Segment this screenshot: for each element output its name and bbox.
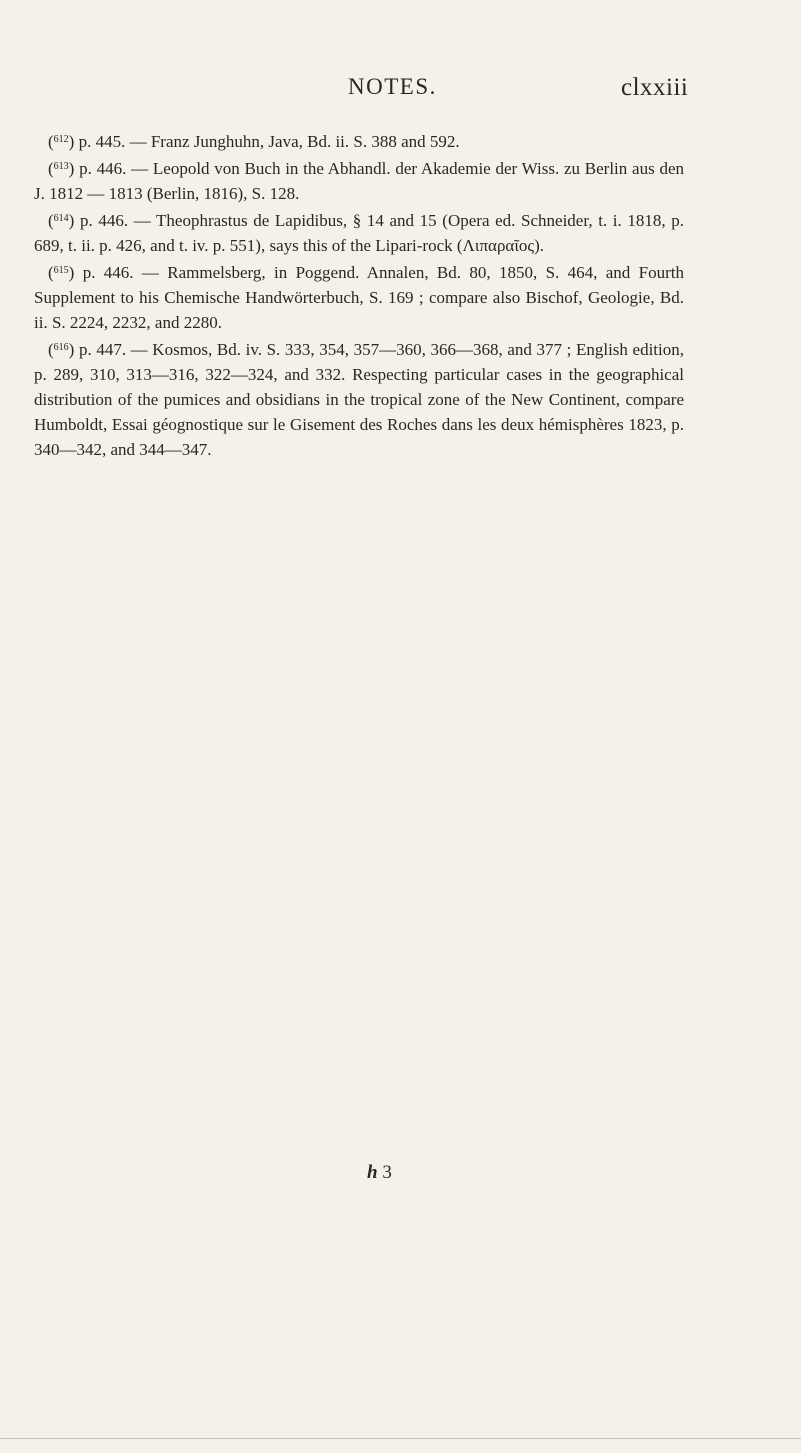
note-label: ($^{612}$) xyxy=(48,132,75,151)
note-label: ($^{615}$) xyxy=(48,263,75,282)
note-616 xyxy=(34,335,684,462)
page-header xyxy=(0,74,801,110)
note-text: p. 446. — Theophrastus de Lapidibus, § 14 and 15 (Opera ed. Schneider, t. i. 1818, p. 689, t. ii. p. 426, and t. iv. p. 551), says this of the Lipari-rock (Λιπαραῖος). xyxy=(34,211,684,255)
note-text: p. 447. — Kosmos, Bd. iv. S. 333, 354, 357—360, 366—368, and 377 ; English edition, p. 289, 310, 313—316, 322—324, and 332. Respecting particular cases in the geographical distribution of the pumices and obsidians in the tropical zone of the New Continent, compare Humboldt, Essai géognostique sur le Gisement des Roches dans les deux hémisphères 1823, p. 340—342, and 344—347. xyxy=(34,340,684,459)
note-number: 615 xyxy=(53,265,69,276)
page-number: clxxiii xyxy=(621,74,689,101)
signature-number: 3 xyxy=(382,1162,392,1183)
note-text: p. 446. — Rammelsberg, in Poggend. Annalen, Bd. 80, 1850, S. 464, and Fourth Supplement to his Chemische Handwörterbuch, S. 169 ; compare also Bischof, Geologie, Bd. ii. S. 2224, 2232, and 2280. xyxy=(34,263,684,332)
note-label: ($^{616}$) xyxy=(48,340,75,359)
note-text: p. 446. — Leopold von Buch in the Abhandl. der Akademie der Wiss. zu Berlin aus den J. 1812 — 1813 (Berlin, 1816), S. 128. xyxy=(34,159,684,203)
note-number: 613 xyxy=(53,161,69,172)
note-label: ($^{614}$) xyxy=(48,211,75,230)
signature-mark xyxy=(367,1162,392,1184)
note-text: p. 445. — Franz Junghuhn, Java, Bd. ii. S. 388 and 592. xyxy=(74,132,460,151)
note-label: ($^{613}$) xyxy=(48,159,75,178)
note-615 xyxy=(34,258,684,335)
note-614 xyxy=(34,206,684,258)
note-number: 616 xyxy=(53,342,69,353)
note-number: 614 xyxy=(53,213,69,224)
notes-section xyxy=(34,127,684,462)
note-612 xyxy=(34,127,684,154)
note-number: 612 xyxy=(53,134,69,145)
note-613 xyxy=(34,154,684,206)
bottom-edge xyxy=(0,1438,801,1439)
signature-letter: h xyxy=(367,1162,378,1183)
running-head: NOTES. xyxy=(348,74,437,99)
